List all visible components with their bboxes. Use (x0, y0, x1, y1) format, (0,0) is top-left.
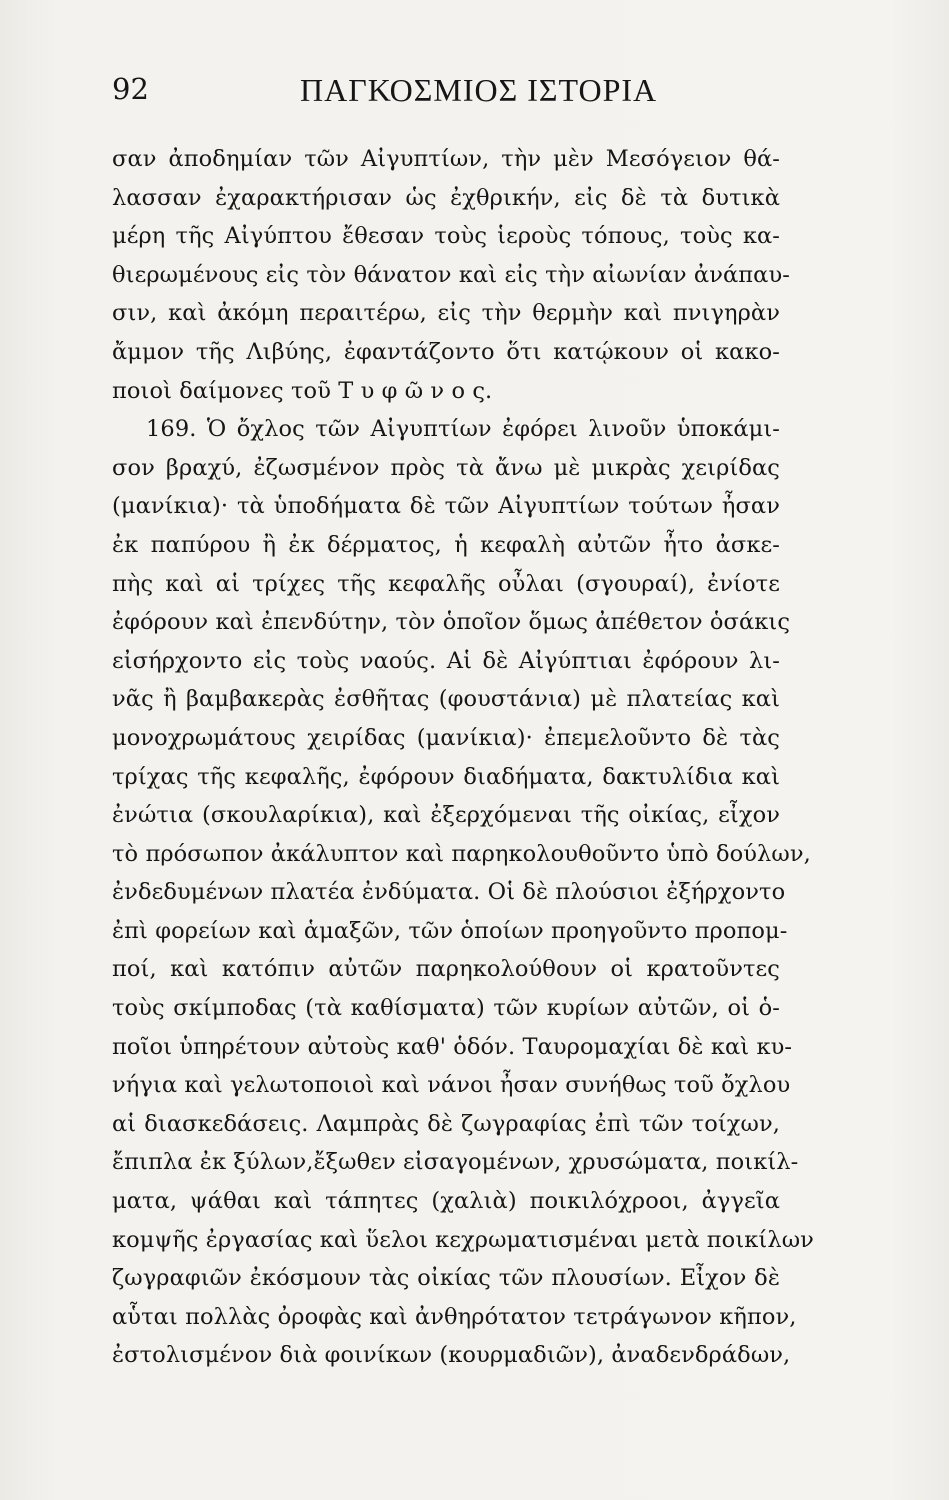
page-number: 92 (112, 72, 149, 106)
text-line: ἐπὶ φορείων καὶ ἁμαξῶν, τῶν ὁποίων προηγοῦντο προπομ- (112, 917, 788, 944)
text-line: εἰσήρχοντο εἰς τοὺς ναούς. Αἱ δὲ Αἰγύπτιαι ἐφόρουν λι- (112, 647, 780, 674)
text-line: θιερωμένους εἰς τὸν θάνατον καὶ εἰς τὴν αἰωνίαν ἀνάπαυ- (112, 261, 790, 288)
text-line: ἄμμον τῆς Λιβύης, ἐφαντάζοντο ὅτι κατῴκουν οἱ κακο- (112, 338, 780, 365)
text-line: σον βραχύ, ἐζωσμένον πρὸς τὰ ἄνω μὲ μικρὰς χειρίδας (112, 454, 780, 481)
text-line: ἔπιπλα ἐκ ξύλων,ἔξωθεν εἰσαγομένων, χρυσώματα, ποικίλ- (112, 1149, 799, 1176)
text-line: μονοχρωμάτους χειρίδας (μανίκια)· ἐπεμελοῦντο δὲ τὰς (112, 724, 780, 751)
text-line: (μανίκια)· τὰ ὑποδήματα δὲ τῶν Αἰγυπτίων τούτων ἦσαν (112, 493, 780, 520)
text-line: αὗται πολλὰς ὀροφὰς καὶ ἀνθηρότατον τετράγωνον κῆπον, (112, 1303, 797, 1330)
running-title: ΠΑΓΚΟΣΜΙΟΣ ΙΣΤΟΡΙΑ (300, 72, 658, 108)
text-line: πὴς καὶ αἱ τρίχες τῆς κεφαλῆς οὖλαι (σγουραί), ἐνίοτε (112, 570, 780, 597)
text-line: λασσαν ἐχαρακτήρισαν ὡς ἐχθρικήν, εἰς δὲ τὰ δυτικὰ (112, 184, 780, 211)
text-line: αἱ διασκεδάσεις. Λαμπρὰς δὲ ζωγραφίας ἐπὶ τῶν τοίχων, (112, 1110, 780, 1137)
running-head (112, 70, 802, 110)
text-line: ποιοὶ δαίμονες τοῦ Τ υ φ ῶ ν ο ς. (112, 377, 493, 404)
text-line: τοὺς σκίμποδας (τὰ καθίσματα) τῶν κυρίων αὐτῶν, οἱ ὁ- (112, 995, 780, 1022)
text-line: μέρη τῆς Αἰγύπτου ἔθεσαν τοὺς ἱεροὺς τόπους, τοὺς κα- (112, 223, 780, 250)
text-line: σαν ἀποδημίαν τῶν Αἰγυπτίων, τὴν μὲν Μεσόγειον θά- (112, 146, 780, 172)
text-line: ποῖοι ὑπηρέτουν αὐτοὺς καθ' ὁδόν. Ταυρομαχίαι δὲ καὶ κυ- (112, 1033, 793, 1060)
text-line: ἐκ παπύρου ἢ ἐκ δέρματος, ἡ κεφαλὴ αὐτῶν ἦτο ἀσκε- (112, 531, 780, 558)
text-line: ἐστολισμένον διὰ φοινίκων (κουρμαδιῶν), ἀναδενδράδων, (112, 1342, 791, 1369)
text-line: ματα, ψάθαι καὶ τάπητες (χαλιὰ) ποικιλόχροοι, ἀγγεῖα (112, 1188, 780, 1215)
text-line: ἐφόρουν καὶ ἐπενδύτην, τὸν ὁποῖον ὅμως ἀπέθετον ὁσάκις (112, 609, 791, 636)
text-line: τρίχας τῆς κεφαλῆς, ἐφόρουν διαδήματα, δακτυλίδια καὶ (112, 763, 780, 790)
text-line: τὸ πρόσωπον ἀκάλυπτον καὶ παρηκολουθοῦντο ὑπὸ δούλων, (112, 840, 811, 867)
text-line: ἐνδεδυμένων πλατέα ἐνδύματα. Οἱ δὲ πλούσιοι ἐξήρχοντο (112, 879, 786, 906)
text-line: ἐνώτια (σκουλαρίκια), καὶ ἐξερχόμεναι τῆς οἰκίας, εἶχον (112, 802, 780, 829)
text-line: ποί, καὶ κατόπιν αὐτῶν παρηκολούθουν οἱ κρατοῦντες (112, 956, 780, 983)
paragraph-169-start: 169. Ὁ ὄχλος τῶν Αἰγυπτίων ἐφόρει λινοῦν ὑποκάμι- (146, 416, 780, 443)
text-line: σιν, καὶ ἀκόμη περαιτέρω, εἰς τὴν θερμὴν καὶ πνιγηρὰν (112, 300, 780, 327)
body-text (112, 140, 814, 1375)
text-line: ζωγραφιῶν ἐκόσμουν τὰς οἰκίας τῶν πλουσίων. Εἶχον δὲ (112, 1265, 780, 1292)
text-line: νᾶς ἢ βαμβακερὰς ἐσθῆτας (φουστάνια) μὲ πλατείας καὶ (112, 686, 780, 713)
text-line: νήγια καὶ γελωτοποιοὶ καὶ νάνοι ἦσαν συνήθως τοῦ ὄχλου (112, 1072, 791, 1099)
text-line: κομψῆς ἐργασίας καὶ ὕελοι κεχρωματισμέναι μετὰ ποικίλων (112, 1226, 814, 1253)
